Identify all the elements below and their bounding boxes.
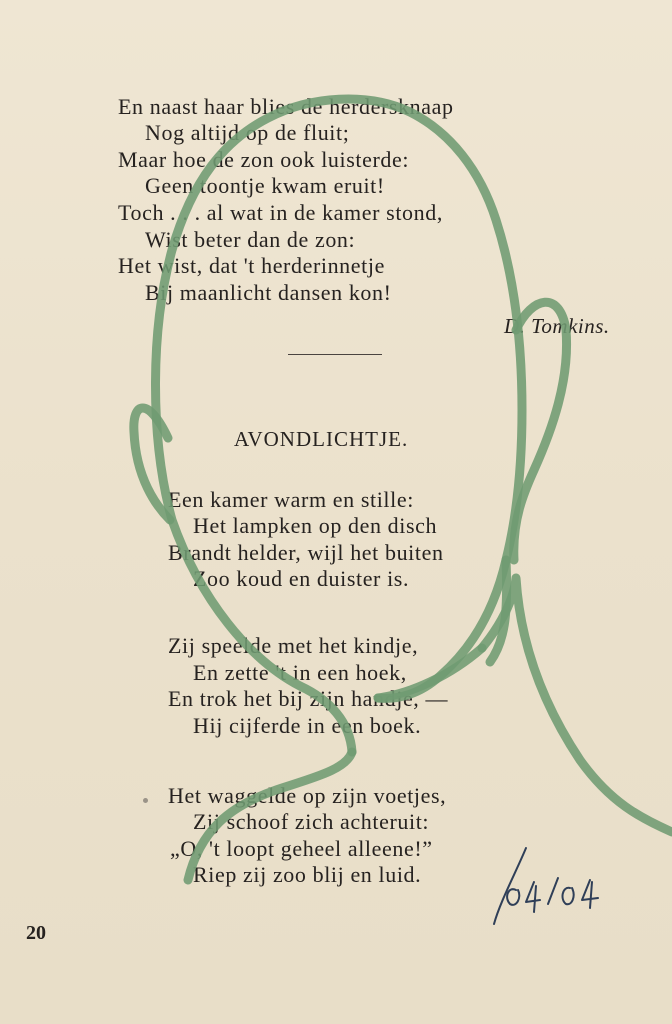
poem-one-line: Bij maanlicht dansen kon! [145,280,392,305]
poem-two-line: Het waggelde op zijn voetjes, [168,783,447,808]
poem-one-line: Het wist, dat 't herderinnetje [118,253,385,278]
poem-two-line: Riep zij zoo blij en luid. [193,862,422,887]
paper-speck [143,798,148,803]
poem-two-line: Hij cijferde in een boek. [193,713,422,738]
poem-two-line: Zoo koud en duister is. [193,566,410,591]
poem-two-line: Een kamer warm en stille: [168,487,414,512]
poem-one-line: En naast haar blies de herdersknaap [118,94,454,119]
poem-two-line: En zette 't in een hoek, [193,660,407,685]
poem-two-line: En trok het bij zijn handje, — [168,686,449,711]
poem-one-line: Geen toontje kwam eruit! [145,173,385,198]
poem-two-line: Brandt helder, wijl het buiten [168,540,444,565]
poem-one-line: Maar hoe de zon ook luisterde: [118,147,410,172]
handwritten-note [486,842,616,932]
poem-one-line: Toch . . . al wat in de kamer stond, [118,200,443,225]
poem-one-line: Nog altijd op de fluit; [145,120,350,145]
poem-one-line: Wist beter dan de zon: [145,227,356,252]
section-divider [288,354,382,355]
poem-title: AVONDLICHTJE. [234,427,409,451]
poem-author: D. Tomkins. [504,314,610,338]
page-number: 20 [26,922,46,944]
poem-two-line: Zij speelde met het kindje, [168,633,419,658]
poem-two-line: „O, 't loopt geheel alleene!” [170,836,433,861]
poem-two-line: Zij schoof zich achteruit: [193,809,430,834]
poem-two-line: Het lampken op den disch [193,513,438,538]
